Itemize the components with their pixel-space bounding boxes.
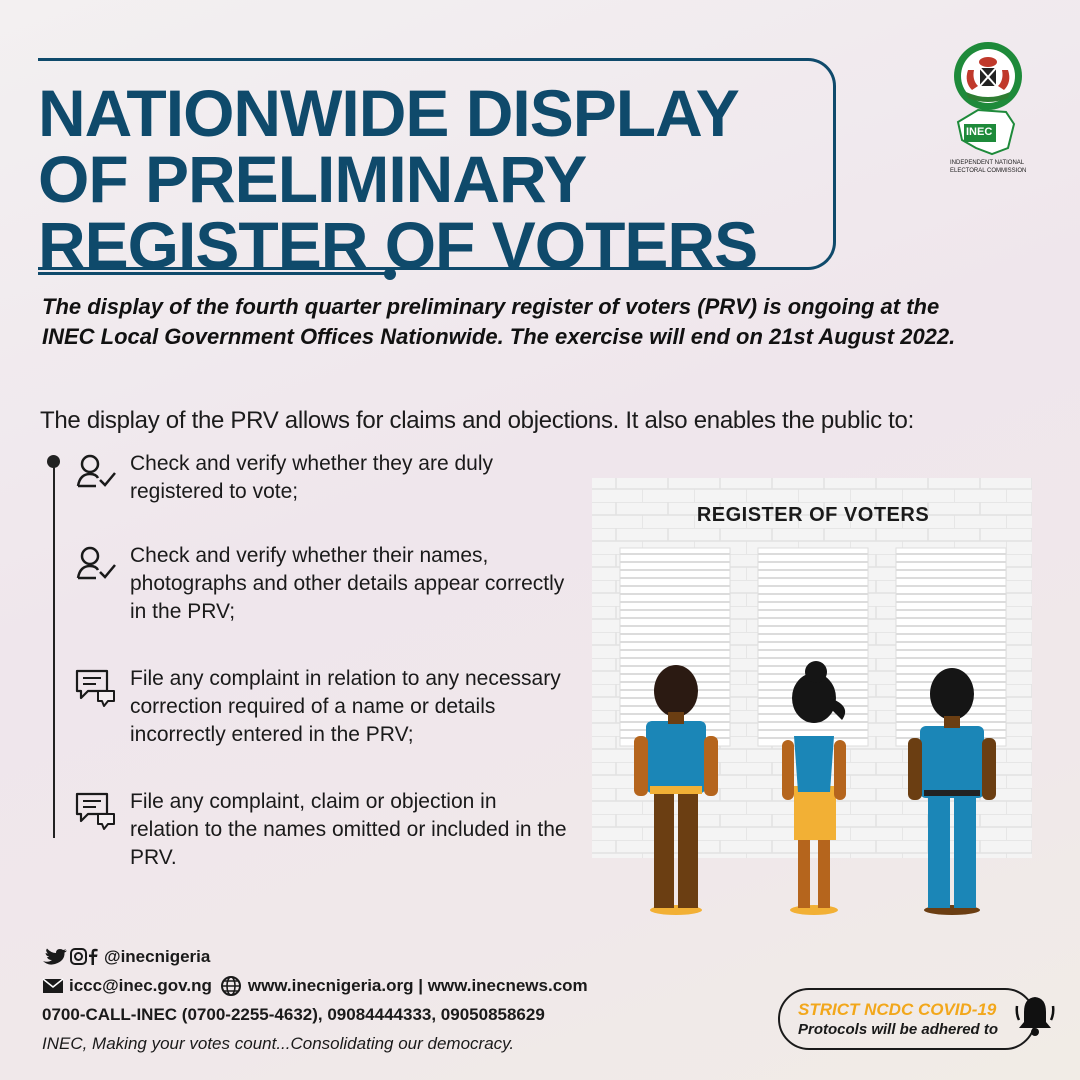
complaint-icon (74, 790, 118, 830)
timeline-line (53, 462, 55, 838)
covid-notice-title: STRICT NCDC COVID-19 (798, 1000, 997, 1019)
logo-name-line-2: ELECTORAL COMMISSION (950, 168, 1027, 174)
timeline-dot (47, 455, 60, 468)
covid-notice (778, 988, 1036, 1050)
contact-footer (42, 942, 588, 1058)
title-line-2: OF PRELIMINARY (38, 142, 587, 216)
email-link[interactable]: iccc@inec.gov.ng (69, 976, 212, 995)
voters-illustration (590, 476, 1036, 920)
social-row (42, 942, 588, 971)
list-item-text: Check and verify whether they are duly registered to vote; (130, 452, 494, 503)
board-title: REGISTER OF VOTERS (696, 504, 930, 526)
list-item-text: File any complaint, claim or objection in relation to the names omitted or included in the PRV. (130, 790, 567, 869)
logo-name-line-1: INDEPENDENT NATIONAL (950, 160, 1025, 166)
globe-icon (220, 976, 242, 996)
social-icons (42, 948, 100, 966)
covid-notice-subtitle: Protocols will be adhered to (798, 1021, 999, 1038)
social-handle[interactable]: @inecnigeria (104, 947, 211, 966)
lead-paragraph: The display of the fourth quarter preliminary register of voters (PRV) is ongoing at the INEC Local Government Offices Nationwide. The exercise will end on 21st August 2022. (42, 294, 956, 349)
title-line-3: REGISTER OF VOTERS (38, 208, 758, 282)
list-item-text: Check and verify whether their names, photographs and other details appear correctly in the PRV; (130, 544, 565, 623)
twitter-icon (43, 948, 67, 964)
facebook-icon (89, 948, 98, 964)
title-line-1: NATIONWIDE DISPLAY (38, 76, 739, 150)
instagram-icon (71, 949, 86, 964)
tagline-row (42, 1029, 588, 1058)
logo-abbrev: INEC (966, 126, 993, 138)
list-item-text: File any complaint in relation to any necessary correction required of a name or details incorrectly entered in the PRV; (130, 667, 561, 746)
complaint-icon (74, 667, 118, 707)
phone-row (42, 1000, 588, 1029)
mail-icon (42, 978, 64, 994)
register-board-illustration (590, 476, 1036, 920)
tagline: INEC, Making your votes count...Consolidating our democracy. (42, 1034, 515, 1053)
page-title (38, 76, 838, 282)
website-links[interactable]: www.inecnigeria.org | www.inecnews.com (247, 976, 588, 995)
inec-logo (948, 40, 1032, 190)
email-web-row (42, 971, 588, 1000)
intro-text: The display of the PRV allows for claims and objections. It also enables the public to: (40, 407, 914, 434)
phone-numbers[interactable]: 0700-CALL-INEC (0700-2255-4632), 09084444333, 09050858629 (42, 1005, 545, 1024)
bell-icon (1012, 992, 1058, 1038)
user-check-icon (74, 544, 118, 584)
user-check-icon (74, 452, 118, 492)
